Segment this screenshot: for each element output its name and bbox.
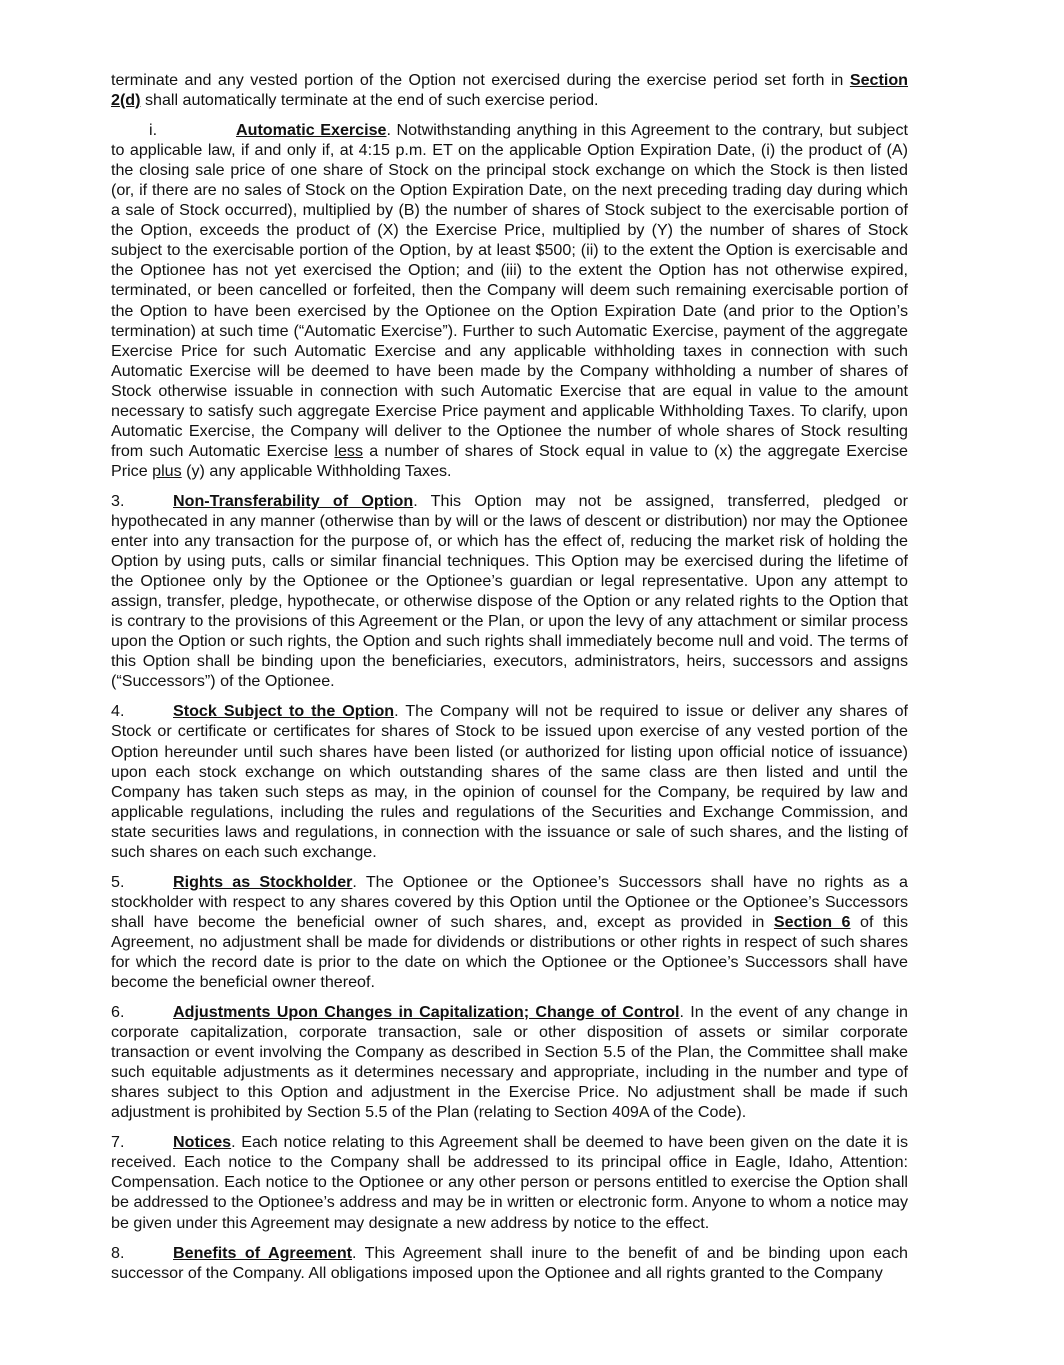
section-body: . The Optionee or the Optionee’s Successors shall have no rights as a stockholder with respect to any shares covered by this Option until the Optionee or the Optionee’s Successors shall have become the beneficial owner of such shares, and, except as provided in — [111, 872, 908, 931]
section-6-paragraph — [111, 1002, 908, 1122]
section-8-paragraph — [111, 1243, 908, 1283]
subsection-body-cont: a number of shares of Stock equal in value to (x) the aggregate Exercise Price — [111, 441, 908, 480]
plus-emphasis: plus — [152, 461, 182, 480]
section-4-paragraph — [111, 701, 908, 861]
subsection-number: i. — [149, 121, 158, 140]
section-heading: Non-Transferability of Option — [173, 491, 414, 510]
subsection-body: . Notwithstanding anything in this Agreement to the contrary, but subject to applicable law, if and only if, at 4:15 p.m. ET on the applicable Option Expiration Date, (i) the product of (A) the closing sale price of one share of Stock on the principal stock exchange on which the Stock is then listed (or, if there are no sales of Stock on the Option Expiration Date, on the next preceding trading day during which a sale of Stock occurred), multiplied by (B) the number of shares of Stock subject to the exercisable portion of the Option, exceeds the product of (X) the Exercise Price, multiplied by (Y) the number of shares of Stock subject to the exercisable portion of the Option, by at least $500; (ii) to the extent the Option is exercisable and the Optionee has not yet exercised the Option; and (iii) to the extent the Option has not otherwise expired, terminated, or been cancelled or forfeited, then the Company will deem such remaining exercisable portion of the Option to have been exercised by the Optionee on the Option Expiration Date (and prior to the Option’s termination) at such time (“Automatic Exercise”). Further to such Automatic Exercise, payment of the aggregate Exercise Price for such Automatic Exercise and any applicable withholding taxes in connection with such Automatic Exercise will be deemed to have been made by the Company withholding a number of shares of Stock otherwise issuable in connection with such Automatic Exercise that are equal in value to the amount necessary to satisfy such aggregate Exercise Price payment and applicable Withholding Taxes. To clarify, upon Automatic Exercise, the Company will deliver to the Optionee the number of whole shares of Stock resulting from such Automatic Exercise — [111, 121, 908, 460]
section-heading: Stock Subject to the Option — [173, 702, 395, 721]
less-emphasis: less — [334, 441, 364, 460]
subsection-i-paragraph — [111, 120, 908, 481]
section-body: . This Option may not be assigned, transferred, pledged or hypothecated in any manner (otherwise than by will or the laws of descent or distribution) nor may the Optionee enter into any transaction for the purpose of, or which has the effect of, reducing the market risk of holding the Option by using puts, calls or similar financial techniques. This Option may be exercised during the lifetime of the Optionee only by the Optionee or the Optionee’s guardian or legal representative. Upon any attempt to assign, transfer, pledge, hypothecate, or otherwise dispose of the Option or any related rights to the Option that is contrary to the provisions of this Agreement or the Plan, or upon the levy of any attachment or similar process upon the Option or such rights, the Option and such rights shall immediately become null and void. The terms of this Option shall be binding upon the beneficiaries, executors, administrators, heirs, successors and assigns (“Successors”) of the Optionee. — [111, 491, 908, 691]
intro-paragraph — [111, 70, 908, 110]
section-heading: Rights as Stockholder — [173, 872, 353, 891]
section-heading: Notices — [173, 1133, 232, 1152]
section-number: 8. — [111, 1243, 125, 1262]
section-body: . Each notice relating to this Agreement shall be deemed to have been given on the date it is received. Each notice to the Company shall be addressed to its principal office in Eagle, Idaho, Attention: Compensation. Each notice to the Optionee or any other person or persons entitled to exercise the Option shall be addressed to the Optionee’s address and may be in written or electronic form. Anyone to whom a notice may be given under this Agreement may designate a new address by notice to the effect. — [111, 1133, 908, 1232]
section-number: 3. — [111, 491, 125, 510]
section-number: 6. — [111, 1003, 125, 1022]
section-3-paragraph — [111, 491, 908, 691]
intro-text-end: shall automatically terminate at the end of such exercise period. — [140, 91, 599, 110]
section-body: . This Agreement shall inure to the benefit of and be binding upon each successor of the Company. All obligations imposed upon the Optionee and all rights granted to the Company — [111, 1243, 908, 1282]
section-heading: Adjustments Upon Changes in Capitalization; Change of Control — [173, 1003, 680, 1022]
intro-text: terminate and any vested portion of the Option not exercised during the exercise period set forth in — [111, 71, 850, 89]
section-body-end: of this Agreement, no adjustment shall be made for dividends or distributions or other rights in respect of such shares for which the record date is prior to the date on which the Optionee or the Optionee’s Successors shall have become the beneficial owner thereof. — [111, 912, 908, 992]
section-7-paragraph — [111, 1132, 908, 1232]
section-6-reference[interactable]: Section 6 — [773, 912, 851, 931]
section-2d-reference[interactable]: Section 2(d) — [111, 71, 908, 110]
section-number: 5. — [111, 872, 125, 891]
section-body: . In the event of any change in corporate capitalization, corporate transaction, sale or other disposition of assets or similar corporate transaction or event involving the Company as described in Section 5.5 of the Plan, the Committee shall make such equitable adjustments as it determines necessary and appropriate, including in the number and type of shares subject to this Option and adjustment in the Exercise Price. No adjustment shall be made if such adjustment is prohibited by Section 5.5 of the Plan (relating to Section 409A of the Code). — [111, 1003, 908, 1122]
section-body: . The Company will not be required to issue or deliver any shares of Stock or certificate or certificates for shares of Stock to be issued upon exercise of any vested portion of the Option hereunder until such shares have been listed (or authorized for listing upon official notice of issuance) upon each stock exchange on which outstanding shares of the same class are then listed and until the Company has taken such steps as may, in the opinion of counsel for the Company, be required by law and applicable regulations, including the rules and regulations of the Securities and Exchange Commission, and state securities laws and regulations, in connection with the issuance or sale of such shares, and the listing of such shares on each such exchange. — [111, 702, 908, 861]
subsection-heading: Automatic Exercise — [236, 121, 387, 140]
section-5-paragraph — [111, 872, 908, 992]
section-number: 4. — [111, 702, 125, 721]
section-heading: Benefits of Agreement — [173, 1243, 353, 1262]
section-number: 7. — [111, 1133, 125, 1152]
subsection-body-end: (y) any applicable Withholding Taxes. — [181, 461, 452, 480]
